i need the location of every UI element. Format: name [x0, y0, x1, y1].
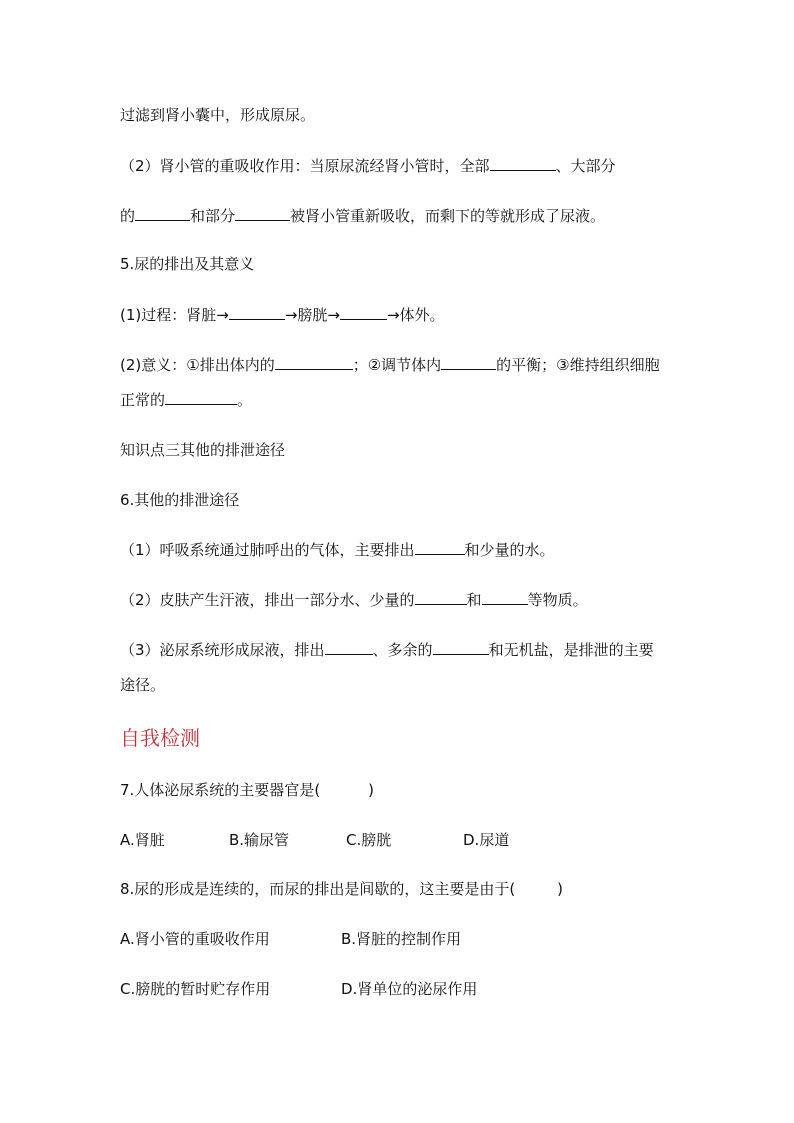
section-5-title: 5.尿的排出及其意义 — [120, 255, 255, 273]
section-6-skin: （2）皮肤产生汗液，排出一部分水、少量的 和 等物质。 — [120, 591, 588, 609]
q8-option-a[interactable]: A.肾小管的重吸收作用 — [120, 930, 270, 948]
paragraph-reabsorption-cont: 的 和部分 被肾小管重新吸收，而剩下的等就形成了尿液。 — [120, 207, 606, 225]
fill-blank[interactable] — [275, 354, 353, 370]
fill-blank[interactable] — [441, 354, 496, 370]
q7-option-d[interactable]: D.尿道 — [463, 831, 510, 849]
section-5-process: (1)过程：肾脏→ →膀胱→ →体外。 — [120, 306, 445, 324]
section-5-meaning: (2)意义：①排出体内的 ；②调节体内 的平衡；③维持组织细胞 — [120, 356, 660, 374]
fill-blank[interactable] — [325, 639, 373, 655]
fill-blank[interactable] — [415, 589, 467, 605]
fill-blank[interactable] — [415, 539, 465, 555]
knowledge-point-3: 知识点三其他的排泄途径 — [120, 441, 286, 459]
q7-option-a[interactable]: A.肾脏 — [120, 831, 165, 849]
section-6-urinary-cont: 途径。 — [120, 676, 166, 694]
paragraph-filtration-end: 过滤到肾小囊中，形成原尿。 — [120, 106, 316, 124]
fill-blank[interactable] — [165, 389, 237, 405]
q8-option-b[interactable]: B.肾脏的控制作用 — [341, 930, 462, 948]
fill-blank[interactable] — [340, 304, 387, 320]
paragraph-reabsorption: （2）肾小管的重吸收作用：当原尿流经肾小管时，全部 、大部分 — [120, 157, 616, 175]
fill-blank[interactable] — [235, 205, 290, 221]
q8-option-c[interactable]: C.膀胱的暂时贮存作用 — [120, 980, 271, 998]
fill-blank[interactable] — [482, 589, 528, 605]
fill-blank[interactable] — [490, 155, 556, 171]
fill-blank[interactable] — [135, 205, 190, 221]
q7-option-c[interactable]: C.膀胱 — [346, 831, 392, 849]
section-6-urinary: （3）泌尿系统形成尿液，排出 、多余的 和无机盐，是排泄的主要 — [120, 641, 654, 659]
question-7-stem: 7.人体泌尿系统的主要器官是( ) — [120, 781, 375, 799]
q7-option-b[interactable]: B.输尿管 — [229, 831, 290, 849]
section-6-title: 6.其他的排泄途径 — [120, 491, 240, 509]
section-6-respiratory: （1）呼吸系统通过肺呼出的气体，主要排出 和少量的水。 — [120, 541, 555, 559]
q8-option-d[interactable]: D.肾单位的泌尿作用 — [341, 980, 478, 998]
fill-blank[interactable] — [433, 639, 489, 655]
section-5-meaning-cont: 正常的 。 — [120, 391, 253, 409]
self-test-heading: 自我检测 — [120, 726, 200, 750]
fill-blank[interactable] — [229, 304, 285, 320]
question-8-stem: 8.尿的形成是连续的，而尿的排出是间歇的，这主要是由于( ) — [120, 880, 564, 898]
